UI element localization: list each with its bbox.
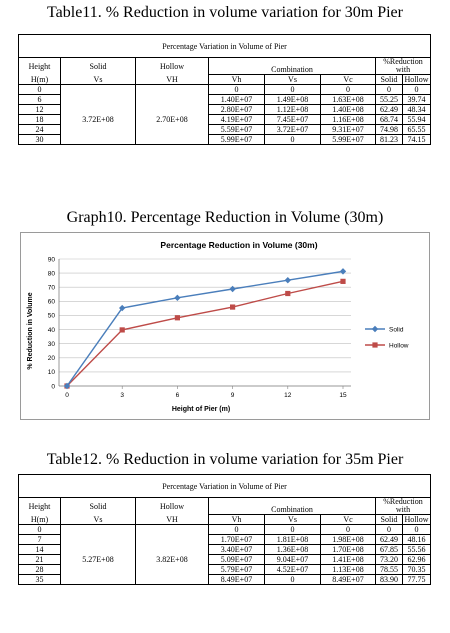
cell-rs: 81.23 — [376, 135, 403, 145]
y-tick-label: 0 — [51, 383, 55, 391]
series-line-hollow — [67, 281, 343, 386]
cell-h: 28 — [19, 565, 61, 575]
table11-caption: Table11. % Reduction in volume variation for 30m Pier — [47, 4, 403, 21]
cell-h: 7 — [19, 535, 61, 545]
cell-rs: 62.49 — [376, 535, 403, 545]
chart-title: Percentage Reduction in Volume (30m) — [160, 240, 318, 250]
x-axis-label: Height of Pier (m) — [171, 406, 231, 413]
cell-h: 30 — [19, 135, 61, 145]
cell-vc: 1.40E+08 — [321, 105, 376, 115]
cell-rh: 74.15 — [403, 135, 431, 145]
cell-vs: 0 — [265, 525, 321, 535]
col-with: with — [395, 505, 411, 514]
cell-vc: 1.13E+08 — [321, 565, 376, 575]
cell-rh: 39.74 — [403, 95, 431, 105]
legend-label-solid: Solid — [389, 326, 404, 334]
data-point-solid — [285, 277, 291, 283]
cell-vh: 5.79E+07 — [209, 565, 265, 575]
col-vh: Vh — [209, 75, 265, 85]
col-hollow-sub: VH — [136, 75, 209, 85]
x-tick-label: 9 — [230, 392, 235, 399]
y-tick-label: 20 — [47, 355, 55, 363]
cell-h: 21 — [19, 555, 61, 565]
cell-vs: 4.52E+07 — [265, 565, 321, 575]
table11-header: Percentage Variation in Volume of Pier — [19, 35, 431, 58]
y-tick-label: 10 — [47, 369, 55, 377]
cell-h: 18 — [19, 115, 61, 125]
cell-rh: 0 — [403, 525, 431, 535]
cell-vc: 1.63E+08 — [321, 95, 376, 105]
cell-rs: 68.74 — [376, 115, 403, 125]
col-combination: Combination — [209, 58, 376, 75]
data-point-hollow — [120, 327, 125, 332]
cell-rh: 55.94 — [403, 115, 431, 125]
y-tick-label: 80 — [47, 270, 55, 278]
cell-vh: 8.49E+07 — [209, 575, 265, 585]
cell-rs: 78.55 — [376, 565, 403, 575]
x-tick-label: 0 — [65, 392, 69, 399]
col-height: Height — [19, 58, 61, 75]
col-height-unit: H(m) — [19, 75, 61, 85]
col-combination: Combination — [209, 498, 376, 515]
cell-rs: 0 — [376, 525, 403, 535]
cell-rh: 65.55 — [403, 125, 431, 135]
col-solid: Solid — [61, 58, 136, 75]
cell-vs: 1.81E+08 — [265, 535, 321, 545]
data-point-hollow — [340, 279, 345, 284]
cell-vc: 0 — [321, 525, 376, 535]
cell-vh: 1.70E+07 — [209, 535, 265, 545]
y-axis-label: % Reduction in Volume — [27, 292, 34, 370]
col-solid-sub: Vs — [61, 75, 136, 85]
legend-label-hollow: Hollow — [389, 342, 409, 350]
cell-vs: 1.36E+08 — [265, 545, 321, 555]
cell-vh: 4.19E+07 — [209, 115, 265, 125]
hollow-volume: 2.70E+08 — [136, 95, 209, 145]
y-tick-label: 50 — [47, 312, 55, 320]
cell-vh: 5.59E+07 — [209, 125, 265, 135]
col-hollow-sub: VH — [136, 515, 209, 525]
cell-rs: 55.25 — [376, 95, 403, 105]
cell-vc: 0 — [321, 85, 376, 95]
cell-rh: 55.56 — [403, 545, 431, 555]
col-hollow: Hollow — [136, 58, 209, 75]
solid-volume: 5.27E+08 — [61, 535, 136, 585]
cell-rs: 83.90 — [376, 575, 403, 585]
col-reduction: %Reduction — [383, 497, 423, 506]
col-reduction: %Reduction — [383, 57, 423, 66]
table-row — [19, 95, 431, 105]
cell-rs: 0 — [376, 85, 403, 95]
cell-h: 6 — [19, 95, 61, 105]
cell-vh: 0 — [209, 525, 265, 535]
graph10-caption: Graph10. Percentage Reduction in Volume (30m) — [66, 209, 384, 226]
col-reduction-cell — [376, 498, 431, 515]
cell-vs: 0 — [265, 575, 321, 585]
cell-vh: 1.40E+07 — [209, 95, 265, 105]
cell-rh: 48.34 — [403, 105, 431, 115]
table11 — [18, 34, 431, 145]
cell-rh: 0 — [403, 85, 431, 95]
cell-h: 24 — [19, 125, 61, 135]
col-reduction-cell — [376, 58, 431, 75]
col-solid-sub: Vs — [61, 515, 136, 525]
y-tick-label: 30 — [47, 340, 55, 348]
y-tick-label: 60 — [47, 298, 55, 306]
chart-area — [20, 232, 430, 420]
y-tick-label: 70 — [47, 284, 55, 292]
data-point-hollow — [175, 315, 180, 320]
cell-vs: 9.04E+07 — [265, 555, 321, 565]
table-row — [19, 525, 431, 535]
cell-vs: 0 — [265, 135, 321, 145]
legend-marker-solid — [372, 326, 378, 332]
cell-rh: 70.35 — [403, 565, 431, 575]
hollow-volume: 3.82E+08 — [136, 535, 209, 585]
cell-vc: 1.70E+08 — [321, 545, 376, 555]
cell-h: 0 — [19, 85, 61, 95]
line-chart — [21, 233, 429, 419]
cell-vh: 5.09E+07 — [209, 555, 265, 565]
col-vc: Vc — [321, 75, 376, 85]
cell-vc: 5.99E+07 — [321, 135, 376, 145]
cell-vs: 1.12E+08 — [265, 105, 321, 115]
col-red-solid: Solid — [376, 75, 403, 85]
data-point-solid — [174, 295, 180, 301]
cell-vs: 1.49E+08 — [265, 95, 321, 105]
table12 — [18, 474, 431, 585]
y-tick-label: 40 — [47, 326, 55, 334]
cell-rs: 74.98 — [376, 125, 403, 135]
solid-volume: 3.72E+08 — [61, 95, 136, 145]
data-point-hollow — [230, 304, 235, 309]
col-height: Height — [19, 498, 61, 515]
cell-rs: 67.85 — [376, 545, 403, 555]
cell-rh: 62.96 — [403, 555, 431, 565]
cell-vh: 3.40E+07 — [209, 545, 265, 555]
col-vh: Vh — [209, 515, 265, 525]
col-red-solid: Solid — [376, 515, 403, 525]
series-line-solid — [67, 271, 343, 386]
cell-vs: 7.45E+07 — [265, 115, 321, 125]
col-red-hollow: Hollow — [403, 75, 431, 85]
col-red-hollow: Hollow — [403, 515, 431, 525]
cell-vc: 9.31E+07 — [321, 125, 376, 135]
cell-rh: 48.16 — [403, 535, 431, 545]
cell-h: 12 — [19, 105, 61, 115]
cell-vc: 1.98E+08 — [321, 535, 376, 545]
cell-h: 35 — [19, 575, 61, 585]
cell-vh: 5.99E+07 — [209, 135, 265, 145]
table12-header: Percentage Variation in Volume of Pier — [19, 475, 431, 498]
x-tick-label: 15 — [339, 392, 347, 399]
legend-marker-hollow — [372, 342, 377, 347]
cell-vs: 3.72E+07 — [265, 125, 321, 135]
table-row — [19, 535, 431, 545]
cell-vc: 8.49E+07 — [321, 575, 376, 585]
col-with: with — [395, 65, 411, 74]
col-height-unit: H(m) — [19, 515, 61, 525]
cell-vh: 0 — [209, 85, 265, 95]
cell-vc: 1.16E+08 — [321, 115, 376, 125]
table12-caption: Table12. % Reduction in volume variation for 35m Pier — [46, 451, 404, 468]
cell-rh: 77.75 — [403, 575, 431, 585]
data-point-solid — [340, 268, 346, 274]
cell-rs: 73.20 — [376, 555, 403, 565]
table-row — [19, 85, 431, 95]
col-solid: Solid — [61, 498, 136, 515]
x-tick-label: 6 — [175, 392, 180, 399]
cell-vc: 1.41E+08 — [321, 555, 376, 565]
cell-rs: 62.49 — [376, 105, 403, 115]
cell-vh: 2.80E+07 — [209, 105, 265, 115]
col-vs: Vs — [265, 515, 321, 525]
y-tick-label: 90 — [47, 256, 55, 264]
cell-vs: 0 — [265, 85, 321, 95]
cell-h: 0 — [19, 525, 61, 535]
col-vc: Vc — [321, 515, 376, 525]
data-point-solid — [229, 286, 235, 292]
x-tick-label: 3 — [120, 392, 125, 399]
col-hollow: Hollow — [136, 498, 209, 515]
x-tick-label: 12 — [284, 392, 292, 399]
col-vs: Vs — [265, 75, 321, 85]
data-point-hollow — [285, 291, 290, 296]
cell-h: 14 — [19, 545, 61, 555]
